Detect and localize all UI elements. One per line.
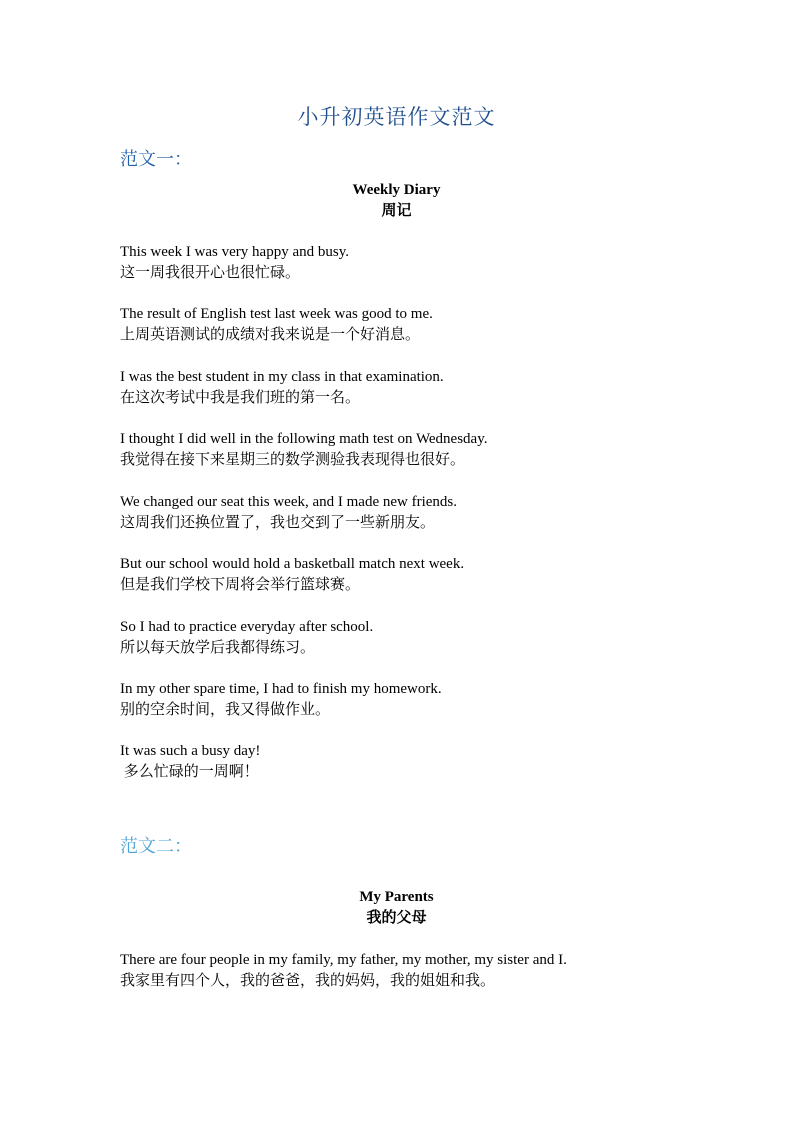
sentence-chinese: 我觉得在接下来星期三的数学测验我表现得也很好。 xyxy=(120,452,466,468)
sentence-chinese: 多么忙碌的一周啊！ xyxy=(120,764,259,780)
essay-1-sentence-2 xyxy=(120,304,433,346)
sentence-chinese: 这一周我很开心也很忙碌。 xyxy=(120,265,301,281)
sentence-english: There are four people in my family, my father, my mother, my sister and I. xyxy=(120,952,567,968)
sentence-chinese: 我家里有四个人，我的爸爸，我的妈妈，我的姐姐和我。 xyxy=(120,973,496,989)
sentence-chinese: 在这次考试中我是我们班的第一名。 xyxy=(120,390,361,406)
sentence-english: In my other spare time, I had to finish my homework. xyxy=(120,681,442,697)
essay-1-title-en: Weekly Diary xyxy=(352,182,441,198)
essay-1-sentence-7 xyxy=(120,617,373,659)
sentence-chinese: 所以每天放学后我都得练习。 xyxy=(120,640,316,656)
essay-2-sentence-1 xyxy=(120,950,567,992)
sentence-chinese: 这周我们还换位置了，我也交到了一些新朋友。 xyxy=(120,515,436,531)
essay-1-sentence-1 xyxy=(120,242,349,284)
document-title: 小升初英语作文范文 xyxy=(297,105,496,129)
sentence-english: I thought I did well in the following math test on Wednesday. xyxy=(120,431,488,447)
essay-2-heading: 范文二： xyxy=(120,836,192,856)
sentence-chinese: 但是我们学校下周将会举行篮球赛。 xyxy=(120,577,361,593)
sentence-english: We changed our seat this week, and I made new friends. xyxy=(120,494,458,510)
essay-1-sentence-5 xyxy=(120,492,457,534)
essay-1-sentence-3 xyxy=(120,367,444,409)
sentence-chinese: 别的空余时间，我又得做作业。 xyxy=(120,702,331,718)
sentence-chinese: 上周英语测试的成绩对我来说是一个好消息。 xyxy=(120,327,421,343)
essay-1-sentence-9 xyxy=(120,741,260,783)
essay-1-sentence-6 xyxy=(120,554,464,596)
essay-1-heading: 范文一： xyxy=(120,149,192,169)
sentence-english: But our school would hold a basketball match next week. xyxy=(120,556,465,572)
sentence-english: It was such a busy day! xyxy=(120,743,261,759)
sentence-english: This week I was very happy and busy. xyxy=(120,244,349,260)
essay-1-sentence-8 xyxy=(120,679,442,721)
sentence-english: The result of English test last week was good to me. xyxy=(120,306,433,322)
essay-1-title-zh: 周记 xyxy=(381,203,412,219)
essay-2-title-en: My Parents xyxy=(359,889,434,905)
essay-1-sentence-4 xyxy=(120,429,488,471)
sentence-english: I was the best student in my class in that examination. xyxy=(120,369,444,385)
sentence-english: So I had to practice everyday after school. xyxy=(120,619,374,635)
essay-2-title-zh: 我的父母 xyxy=(366,910,427,926)
